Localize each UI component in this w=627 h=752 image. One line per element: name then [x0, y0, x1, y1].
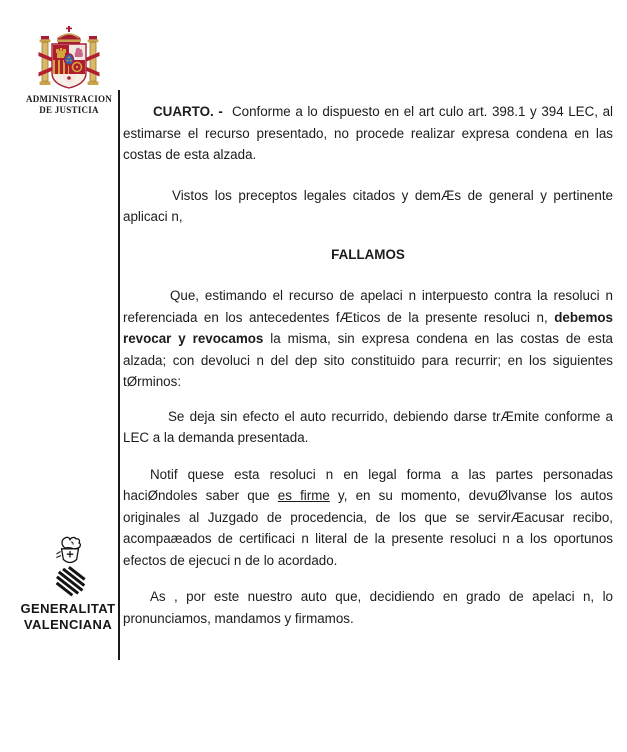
generalitat-line1: GENERALITAT	[20, 601, 116, 616]
generalitat-valenciana-emblem-icon	[47, 536, 93, 600]
text-segment: FALLAMOS	[331, 246, 405, 262]
ministry-line1: ADMINISTRACION	[25, 94, 112, 104]
document-paragraph	[123, 101, 613, 166]
text-segment: Notif quese esta resoluci n en legal forma a las partes personadas haciØndoles saber que	[123, 466, 613, 503]
document-paragraph	[123, 185, 613, 228]
text-segment: As , por este nuestro auto que, decidiendo en grado de apelaci n, lo pronunciamos, mandamos y firmamos.	[123, 589, 613, 626]
text-segment: Vistos los preceptos legales citados y demÆs de general y pertinente aplicaci n,	[123, 187, 613, 224]
text-segment: es firme	[277, 488, 330, 503]
document-paragraph	[123, 464, 613, 572]
vertical-divider	[118, 90, 120, 660]
document-paragraph	[123, 406, 613, 449]
text-segment: Se deja sin efecto el auto recurrido, debiendo darse trÆmite conforme a LEC a la demanda presentada.	[123, 408, 613, 445]
text-segment: Que, estimando el recurso de apelaci n interpuesto contra la resoluci n referenciada en los antecedentes fÆticos de la presente resoluci n,	[123, 288, 613, 325]
ministry-line2: DE JUSTICIA	[39, 105, 99, 115]
administracion-de-justicia-label	[14, 94, 124, 116]
text-segment: CUARTO. -	[153, 104, 223, 119]
text-segment: la misma, sin expresa condena en las costas de esta alzada; con devoluci n del dep sito constituido para recurrir; en los siguientes tØrminos:	[123, 331, 613, 389]
generalitat-valenciana-label	[10, 601, 126, 632]
spanish-coat-of-arms-icon	[37, 26, 101, 92]
text-segment: debemos revocar y revocamos	[123, 309, 613, 346]
generalitat-line2: VALENCIANA	[23, 616, 113, 632]
text-segment: y, en su momento, devuØlvanse los autos originales al Juzgado de procedencia, de los que se servirÆacusar recibo, acompaæados de certificaci n literal de la presente resoluci n a los oportunos efectos de ejecuci n de lo acordado.	[123, 488, 613, 568]
text-segment: Conforme a lo dispuesto en el art culo art. 398.1 y 394 LEC, al estimarse el recurso presentado, no procede realizar expresa condena en las costas de esta alzada.	[123, 104, 613, 162]
document-heading	[123, 244, 613, 266]
document-paragraph	[123, 285, 613, 393]
document-paragraph	[123, 586, 613, 629]
document-body	[123, 94, 613, 629]
